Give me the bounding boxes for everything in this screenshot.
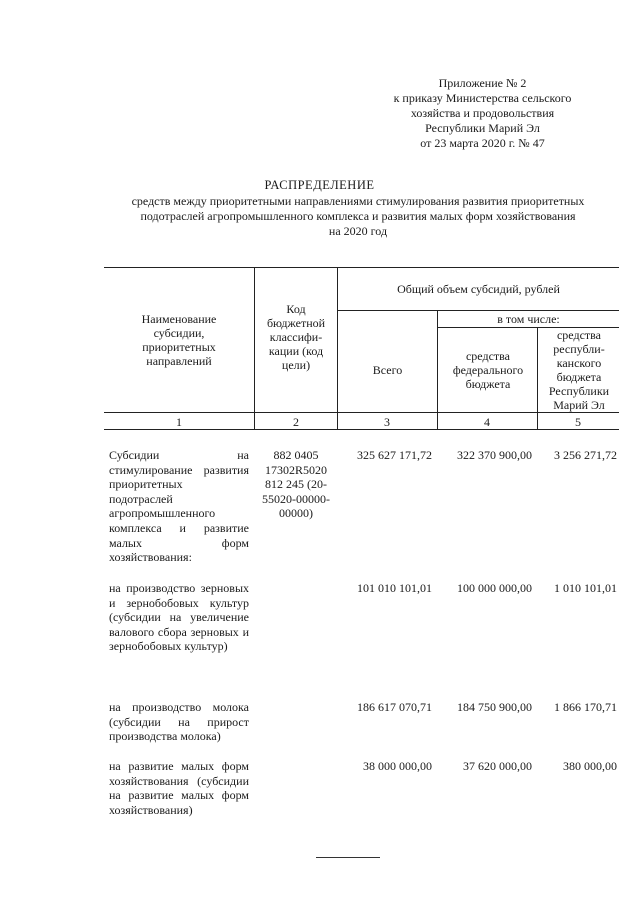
header-including: в том числе:	[497, 311, 560, 326]
row-total: 325 627 171,72	[357, 448, 432, 462]
row-federal: 184 750 900,00	[457, 700, 532, 714]
row-name: Субсидии на стимулирование развития приоритетных подотраслей агропромышленного комплекса и развитие малых форм хозяйствования:	[109, 448, 249, 565]
header-name: Наименование субсидии, приоритетных направлений	[141, 311, 217, 368]
row-name: на развитие малых форм хозяйствования (субсидии на развитие малых форм хозяйствования)	[109, 759, 249, 817]
rule	[104, 412, 619, 413]
row-republic: 3 256 271,72	[554, 448, 617, 462]
rule	[437, 310, 438, 430]
row-total: 186 617 070,71	[357, 700, 432, 714]
footer-divider	[316, 857, 380, 858]
row-republic: 1 866 170,71	[554, 700, 617, 714]
column-number: 2	[293, 415, 299, 429]
header-republic: средства республи-канского бюджета Республики Марий Эл	[548, 327, 610, 412]
subtitle-line: подотраслей агропромышленного комплекса и развития малых форм хозяйствования	[140, 209, 576, 223]
appendix-line: к приказу Министерства сельского	[393, 91, 572, 105]
document-title: РАСПРЕДЕЛЕНИЕ	[264, 178, 375, 192]
row-code: 882 0405 17302R5020 812 245 (20-55020-00000-00000)	[262, 448, 330, 521]
row-total: 38 000 000,00	[363, 759, 432, 773]
header-total-group: Общий объем субсидий, рублей	[397, 281, 560, 296]
row-federal: 322 370 900,00	[457, 448, 532, 462]
row-name: на производство зерновых и зернобобовых культур (субсидии на увеличение валового сбора зерновых и зернобобовых культур)	[109, 581, 249, 654]
appendix-block	[380, 76, 585, 151]
document-subtitle	[98, 194, 618, 239]
appendix-line: Приложение № 2	[438, 76, 527, 90]
row-name: на производство молока (субсидии на прирост производства молока)	[109, 700, 249, 744]
header-code: Код бюджетной классифи-кации (код цели)	[266, 302, 326, 372]
row-federal: 37 620 000,00	[463, 759, 532, 773]
rule	[254, 267, 255, 430]
row-republic: 380 000,00	[563, 759, 617, 773]
table-header	[104, 267, 619, 430]
appendix-line: от 23 марта 2020 г. № 47	[420, 136, 545, 150]
header-total: Всего	[372, 362, 403, 377]
column-number: 5	[575, 415, 581, 429]
column-number: 1	[176, 415, 182, 429]
row-total: 101 010 101,01	[357, 581, 432, 595]
subtitle-line: на 2020 год	[328, 224, 388, 238]
appendix-line: хозяйства и продовольствия	[410, 106, 555, 120]
subtitle-line: средств между приоритетными направлениями стимулирования развития приоритетных	[131, 194, 585, 208]
appendix-line: Республики Марий Эл	[425, 121, 540, 135]
row-republic: 1 010 101,01	[554, 581, 617, 595]
rule	[537, 327, 538, 430]
header-federal: средства федерального бюджета	[452, 348, 524, 391]
row-federal: 100 000 000,00	[457, 581, 532, 595]
column-number: 4	[484, 415, 490, 429]
column-number: 3	[384, 415, 390, 429]
